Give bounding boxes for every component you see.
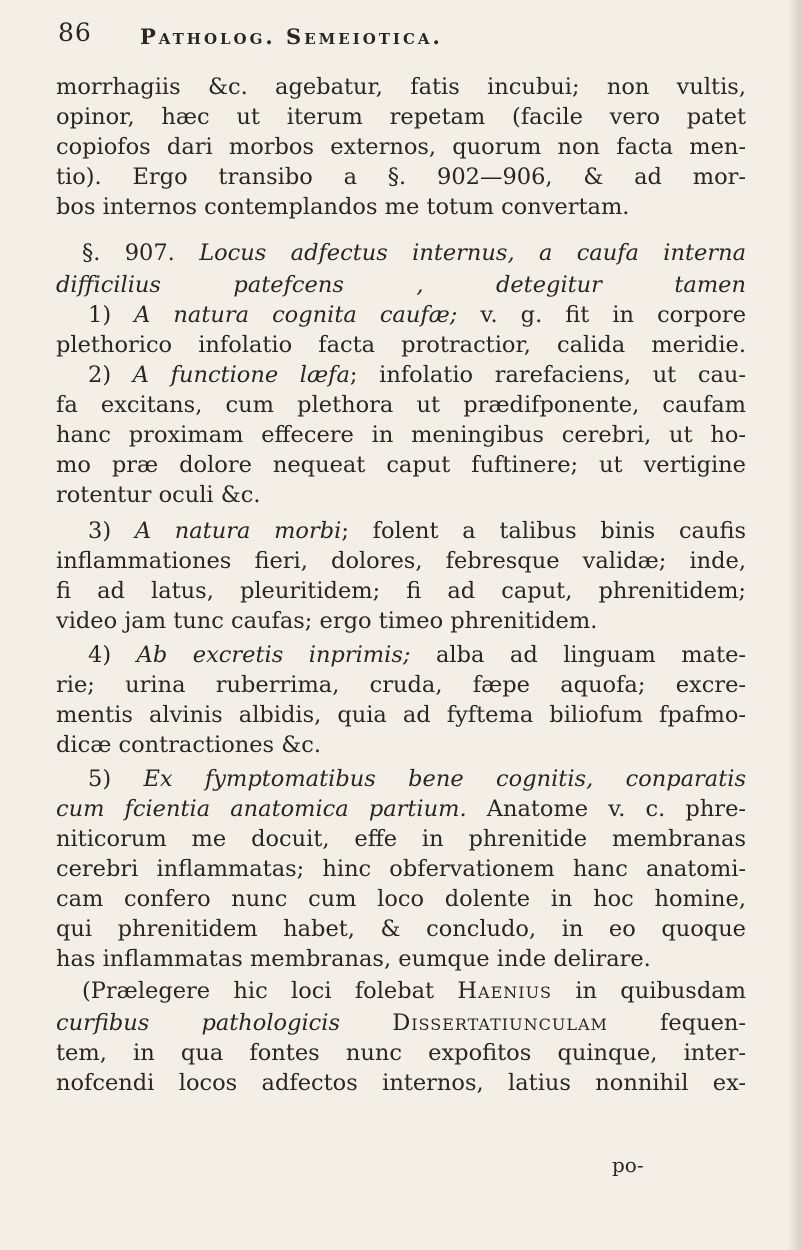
text-span: 4) bbox=[88, 642, 137, 668]
text-line bbox=[56, 192, 746, 222]
text-span: tem, in qua fontes nunc expofitos quinque, inter- bbox=[56, 1040, 746, 1066]
text-span: video jam tunc caufas; ergo timeo phrenitidem. bbox=[56, 608, 598, 634]
text-line bbox=[56, 606, 746, 636]
italic-text: curfibus pathologicis bbox=[56, 1010, 341, 1036]
italic-text: A natura cognita caufæ; bbox=[134, 302, 458, 328]
text-line bbox=[56, 730, 746, 760]
text-span: opinor, hæc ut iterum repetam (facile vero patet bbox=[56, 104, 746, 130]
text-span: fequen- bbox=[607, 1010, 746, 1036]
text-span: 5) bbox=[88, 766, 144, 792]
text-span: in quibusdam bbox=[552, 978, 746, 1004]
text-line bbox=[88, 764, 746, 794]
text-line bbox=[56, 420, 746, 450]
text-span: (Prælegere hic loci folebat bbox=[82, 978, 458, 1004]
text-line bbox=[56, 944, 746, 974]
text-line bbox=[88, 300, 746, 330]
text-span: 3) bbox=[88, 518, 135, 544]
text-span: mentis alvinis albidis, quia ad fyftema biliofum fpafmo- bbox=[56, 702, 746, 728]
text-line bbox=[82, 238, 746, 268]
text-line bbox=[56, 72, 746, 102]
text-span: qui phrenitidem habet, & concludo, in eo quoque bbox=[56, 916, 746, 942]
text-line bbox=[56, 390, 746, 420]
text-span: plethorico infolatio facta protractior, calida meridie. bbox=[56, 332, 746, 358]
italic-text: Ab excretis inprimis; bbox=[136, 642, 411, 668]
text-span: fa excitans, cum plethora ut prædifponente, caufam bbox=[56, 392, 746, 418]
text-span: bos internos contemplandos me totum convertam. bbox=[56, 194, 630, 220]
small-caps-text: Haenius bbox=[457, 978, 553, 1004]
text-span: tio). Ergo transibo a §. 902—906, & ad mor- bbox=[56, 164, 746, 190]
text-span: §. 907. bbox=[82, 240, 200, 266]
text-line bbox=[56, 700, 746, 730]
text-span bbox=[340, 1010, 392, 1036]
text-line bbox=[88, 640, 746, 670]
text-line bbox=[56, 914, 746, 944]
italic-text: cum fcientia anatomica partium. bbox=[56, 796, 467, 822]
text-span: v. g. fit in corpore bbox=[457, 302, 747, 328]
text-line bbox=[56, 854, 746, 884]
text-span: cerebri inflammatas; hinc obfervationem hanc anatomi- bbox=[56, 856, 746, 882]
text-line bbox=[56, 270, 746, 300]
text-line bbox=[56, 480, 746, 510]
text-span: rie; urina ruberrima, cruda, fæpe aquofa; excre- bbox=[56, 672, 746, 698]
text-span: dicæ contractiones &c. bbox=[56, 732, 322, 758]
page-gutter-shadow bbox=[787, 0, 801, 1250]
text-span: hanc proximam effecere in meningibus cerebri, ut ho- bbox=[56, 422, 746, 448]
text-span: fi ad latus, pleuritidem; fi ad caput, phrenitidem; bbox=[56, 578, 746, 604]
text-line bbox=[56, 102, 746, 132]
italic-text: A natura morbi bbox=[134, 518, 342, 544]
catchword: po- bbox=[612, 1153, 644, 1177]
text-line bbox=[56, 576, 746, 606]
text-line bbox=[82, 976, 746, 1006]
text-span: rotentur oculi &c. bbox=[56, 482, 261, 508]
text-span: mo præ dolore nequeat caput fuftinere; ut vertigine bbox=[56, 452, 746, 478]
running-head: Patholog. Semeiotica. bbox=[140, 24, 443, 49]
text-span: ; infolatio rarefaciens, ut cau- bbox=[349, 362, 746, 388]
text-span: Anatome v. c. phre- bbox=[466, 796, 746, 822]
text-line bbox=[88, 516, 746, 546]
text-line bbox=[56, 824, 746, 854]
text-line bbox=[56, 670, 746, 700]
italic-text: Ex fymptomatibus bene cognitis, conparatis bbox=[143, 766, 747, 792]
text-span: cam confero nunc cum loco dolente in hoc homine, bbox=[56, 886, 746, 912]
italic-text: A functione læfa bbox=[132, 362, 350, 388]
text-span: morrhagiis &c. agebatur, fatis incubui; non vultis, bbox=[56, 74, 746, 100]
text-span: alba ad linguam mate- bbox=[410, 642, 746, 668]
text-line bbox=[56, 1068, 746, 1098]
italic-text: difficilius patefcens , detegitur tamen bbox=[56, 272, 746, 298]
text-span: has inflammatas membranas, eumque inde delirare. bbox=[56, 946, 651, 972]
text-line bbox=[56, 794, 746, 824]
page-number: 86 bbox=[58, 18, 92, 47]
text-span: copiofos dari morbos externos, quorum non facta men- bbox=[56, 134, 746, 160]
text-span: 1) bbox=[88, 302, 135, 328]
text-span: inflammationes fieri, dolores, febresque validæ; inde, bbox=[56, 548, 746, 574]
text-span: 2) bbox=[88, 362, 133, 388]
text-span: nofcendi locos adfectos internos, latius nonnihil ex- bbox=[56, 1070, 746, 1096]
text-span: ; folent a talibus binis caufis bbox=[341, 518, 747, 544]
text-line bbox=[88, 360, 746, 390]
page-header bbox=[58, 18, 758, 70]
text-line bbox=[56, 330, 746, 360]
text-line bbox=[56, 1038, 746, 1068]
italic-text: Locus adfectus internus, a caufa interna bbox=[199, 240, 746, 266]
text-line bbox=[56, 884, 746, 914]
text-line bbox=[56, 546, 746, 576]
text-line bbox=[56, 162, 746, 192]
text-line bbox=[56, 132, 746, 162]
text-line bbox=[56, 1008, 746, 1038]
text-line bbox=[56, 450, 746, 480]
text-span: niticorum me docuit, effe in phrenitide membranas bbox=[56, 826, 746, 852]
small-caps-text: Dissertatiunculam bbox=[392, 1010, 608, 1036]
